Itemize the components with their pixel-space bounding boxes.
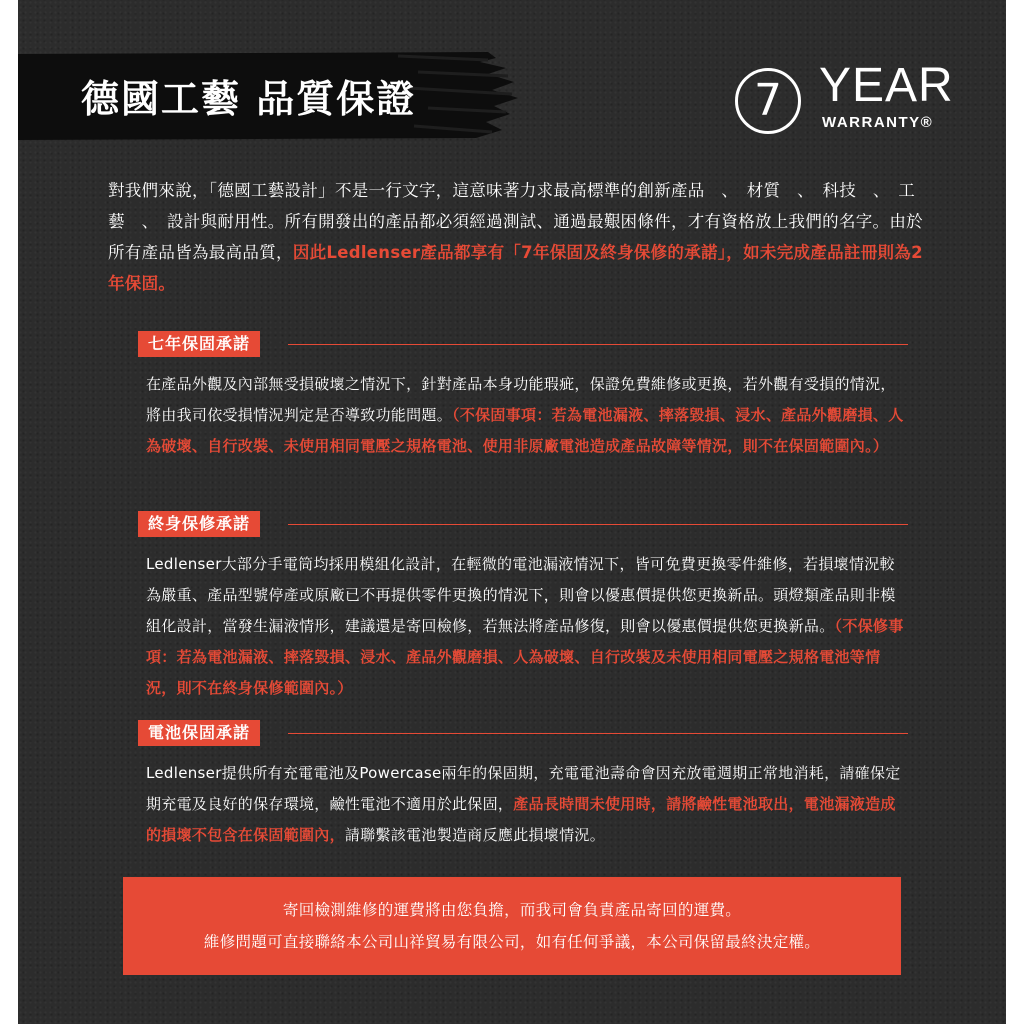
section-text: 在產品外觀及內部無受損破壞之情況下，針對產品本身功能瑕疵，保證免費維修或更換，若外觀有受損的情況，將由我司依受損情況判定是否導致功能問題。 [146,375,896,424]
footer-notice [123,877,901,975]
section-highlight: 產品長時間未使用時，請將鹼性電池取出，電池漏液造成的損壞不包含在保固範圍內， [146,795,896,844]
intro-highlight: 因此Ledlenser產品都享有「7年保固及終身保修的承諾」，如未完成產品註冊則為2年保固。 [108,243,923,293]
section-label: 終身保修承諾 [138,511,260,537]
badge-warranty: WARRANTY® [822,114,934,131]
footer-line-1: 寄回檢測維修的運費將由您負擔，而我司會負責產品寄回的運費。 [282,901,742,919]
section-lifetime [138,511,908,704]
section-body [138,758,908,851]
section-highlight: （不保固事項：若為電池漏液、摔落毀損、浸水、產品外觀磨損、人為破壞、自行改裝、未使用相同電壓之規格電池、使用非原廠電池造成產品故障等情況，則不在保固範圍內。） [146,406,904,455]
badge-year: YEAR [819,59,954,112]
section-label: 七年保固承諾 [138,331,260,357]
section-divider [288,344,908,345]
section-body [138,369,908,462]
header-title: 德國工藝 品質保證 [81,77,417,121]
warranty-panel [18,0,1006,1024]
section-text: Ledlenser大部分手電筒均採用模組化設計，在輕微的電池漏液情況下，皆可免費更換零件維修，若損壞情況較為嚴重、產品型號停產或原廠已不再提供零件更換的情況下，則會以優惠價提供您更換新品。頭燈類產品則非模組化設計，當發生漏液情形，建議還是寄回檢修，若無法將產品修復，則會以優惠價提供您更換新品。 [146,555,896,635]
intro-text: 對我們來說，「德國工藝設計」不是一行文字，這意味著力求最高標準的創新產品 、 材質 、 科技 、 工藝 、 設計與耐用性。所有開發出的產品都必須經過測試、通過最艱困條件，才有資格放上我們的名字。由於所有產品皆為最高品質， [108,181,923,262]
footer-line-2: 維修問題可直接聯絡本公司山祥貿易有限公司，如有任何爭議，本公司保留最終決定權。 [203,933,821,951]
warranty-badge [735,59,955,144]
section-battery [138,720,908,851]
section-divider [288,524,908,525]
section-label: 電池保固承諾 [138,720,260,746]
section-after: 請聯繫該電池製造商反應此損壞情況。 [344,826,606,844]
section-seven-year [138,331,908,462]
section-divider [288,733,908,734]
section-body [138,549,908,704]
intro-paragraph [108,175,930,299]
section-text: Ledlenser提供所有充電電池及Powercase兩年的保固期，充電電池壽命會因充放電週期正常地消耗，請確保定期充電及良好的保存環境，鹼性電池不適用於此保固， [146,764,901,813]
badge-number: 7 [735,68,801,134]
section-highlight: （不保修事項：若為電池漏液、摔落毀損、浸水、產品外觀磨損、人為破壞、自行改裝及未使用相同電壓之規格電池等情況，則不在終身保修範圍內。） [146,617,904,697]
